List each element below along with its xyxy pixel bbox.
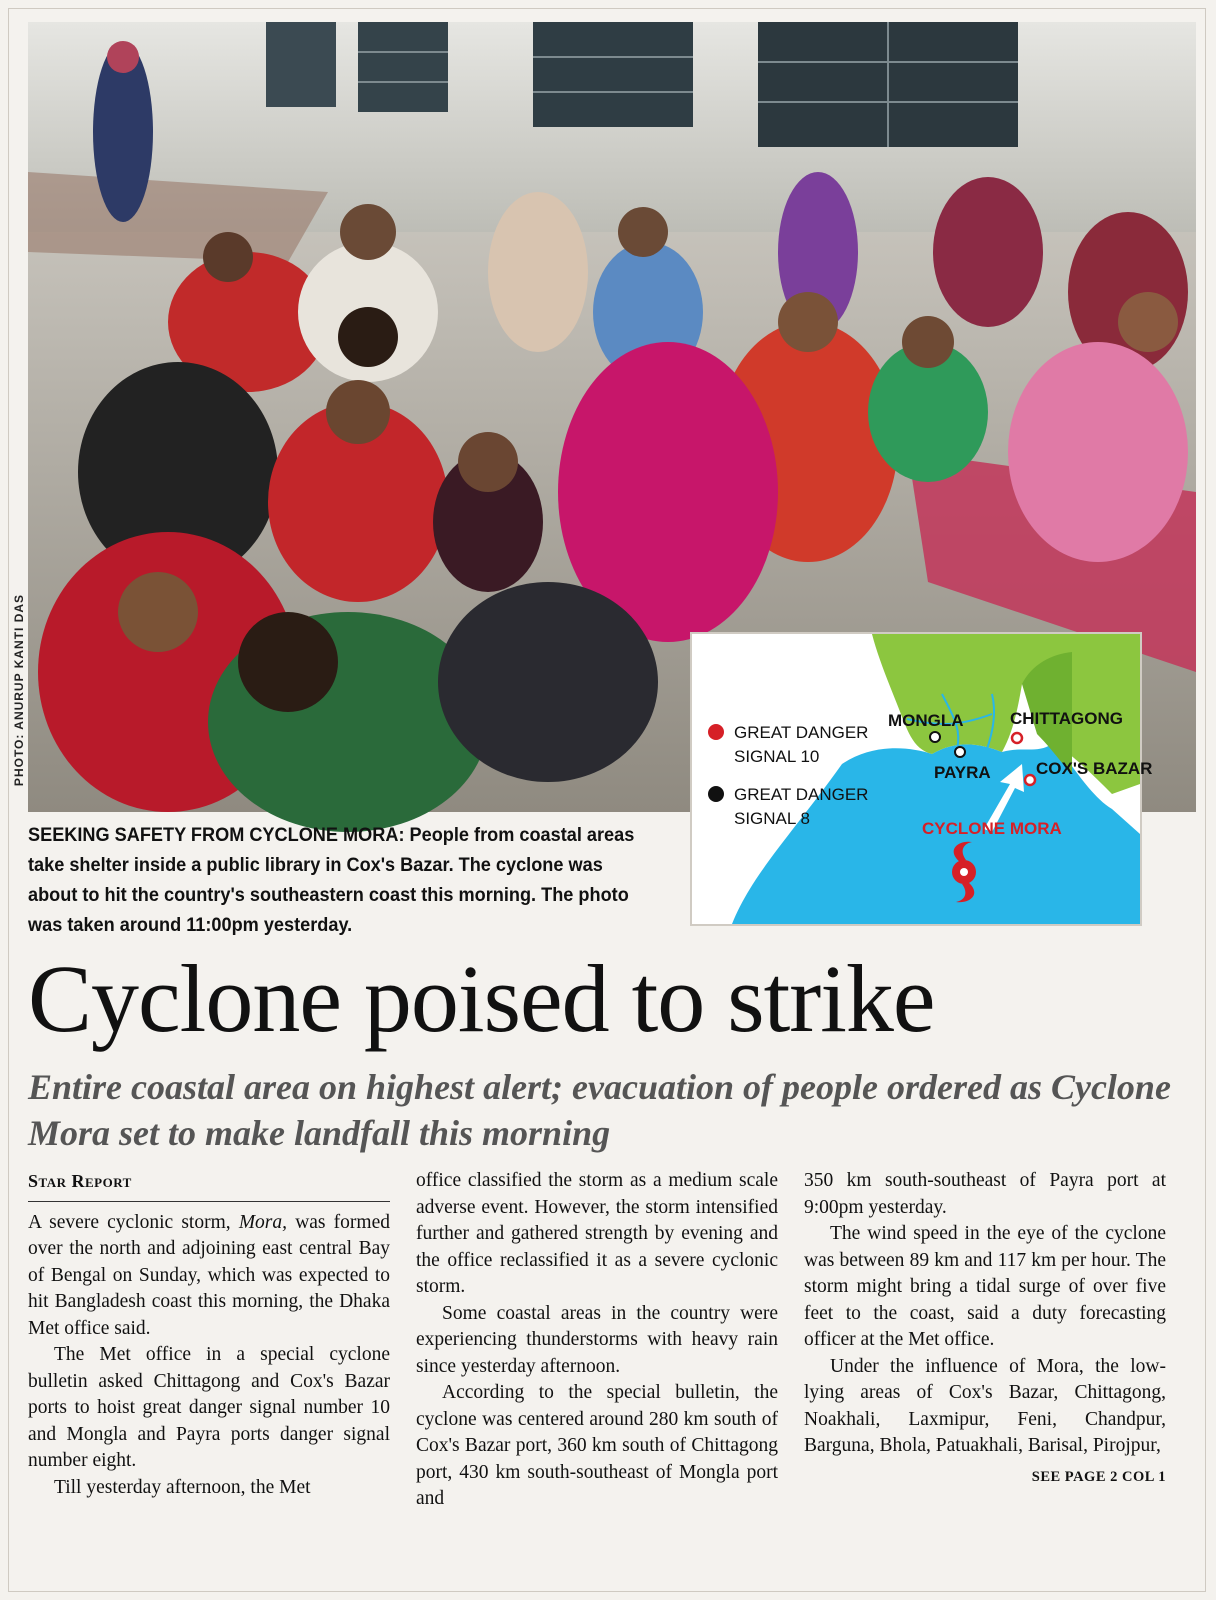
legend-red-line2: SIGNAL 10 — [734, 747, 820, 766]
marker-coxs-bazar — [1025, 775, 1035, 785]
continued-jump-line: SEE PAGE 2 COL 1 — [1031, 1468, 1166, 1485]
label-cyclone-mora: CYCLONE MORA — [922, 819, 1062, 838]
label-coxs-bazar: COX'S BAZAR — [1036, 759, 1153, 778]
caption-lead: SEEKING SAFETY FROM CYCLONE MORA: — [28, 824, 405, 846]
paragraph: A severe cyclonic storm, Mora, was formed over the north and adjoining east central Bay of Bengal on Sunday, which was expected to hit Bangladesh coast this morning, the Dhaka Met office said. — [28, 1211, 390, 1339]
article-column-2 — [416, 1168, 778, 1513]
label-chittagong: CHITTAGONG — [1010, 709, 1124, 728]
paragraph: office classified the storm as a medium scale adverse event. However, the storm intensified further and gathered strength by evening and the office reclassified it as a severe cyclonic storm. — [416, 1170, 778, 1297]
photo-caption — [28, 820, 642, 940]
paragraph: The Met office in a special cyclone bulletin asked Chittagong and Cox's Bazar ports to hoist great danger signal number 10 and Mongla and Payra ports danger signal number eight. — [28, 1344, 390, 1471]
headline: Cyclone poised to strike — [28, 945, 935, 1052]
article-column-1 — [28, 1168, 390, 1501]
marker-chittagong — [1012, 733, 1022, 743]
paragraph: Under the influence of Mora, the low-lying areas of Cox's Bazar, Chittagong, Noakhali, Laxmipur, Feni, Chandpur, Barguna, Bhola, Patuakhali, Barisal, Pirojpur, — [804, 1355, 1166, 1456]
paragraph: Till yesterday afternoon, the Met — [54, 1476, 311, 1498]
label-payra: PAYRA — [934, 763, 991, 782]
article-column-3 — [804, 1168, 1166, 1490]
legend-dot-black — [708, 786, 724, 802]
paragraph: According to the special bulletin, the cyclone was centered around 280 km south of Cox's Bazar port, 360 km south of Chittagong port, 430 km south-southeast of Mongla port and — [416, 1382, 778, 1509]
legend-black-line2: SIGNAL 8 — [734, 809, 810, 828]
subheadline: Entire coastal area on highest alert; evacuation of people ordered as Cyclone Mora set to make landfall this morning — [28, 1067, 1171, 1153]
marker-payra — [955, 747, 965, 757]
paragraph: The wind speed in the eye of the cyclone was between 89 km and 117 km per hour. The storm might bring a tidal surge of over five feet to the coast, said a duty forecasting officer at the Met office. — [804, 1223, 1166, 1350]
paragraph: 350 km south-southeast of Payra port at 9:00pm yesterday. — [804, 1170, 1166, 1218]
marker-mongla — [930, 732, 940, 742]
paragraph: Some coastal areas in the country were experiencing thunderstorms with heavy rain since yesterday afternoon. — [416, 1302, 778, 1377]
byline: Star Report — [28, 1168, 390, 1202]
label-mongla: MONGLA — [888, 711, 964, 730]
photo-credit: PHOTO: ANURUP KANTI DAS — [12, 593, 26, 787]
cyclone-map — [690, 632, 1153, 926]
legend-dot-red — [708, 724, 724, 740]
caption-text: People from coastal areas take shelter inside a public library in Cox's Bazar. The cyclone was about to hit the country's southeastern coast this morning. The photo was taken around 11:00pm yesterday. — [28, 824, 635, 936]
legend-red-line1: GREAT DANGER — [734, 723, 869, 742]
legend-black-line1: GREAT DANGER — [734, 785, 869, 804]
